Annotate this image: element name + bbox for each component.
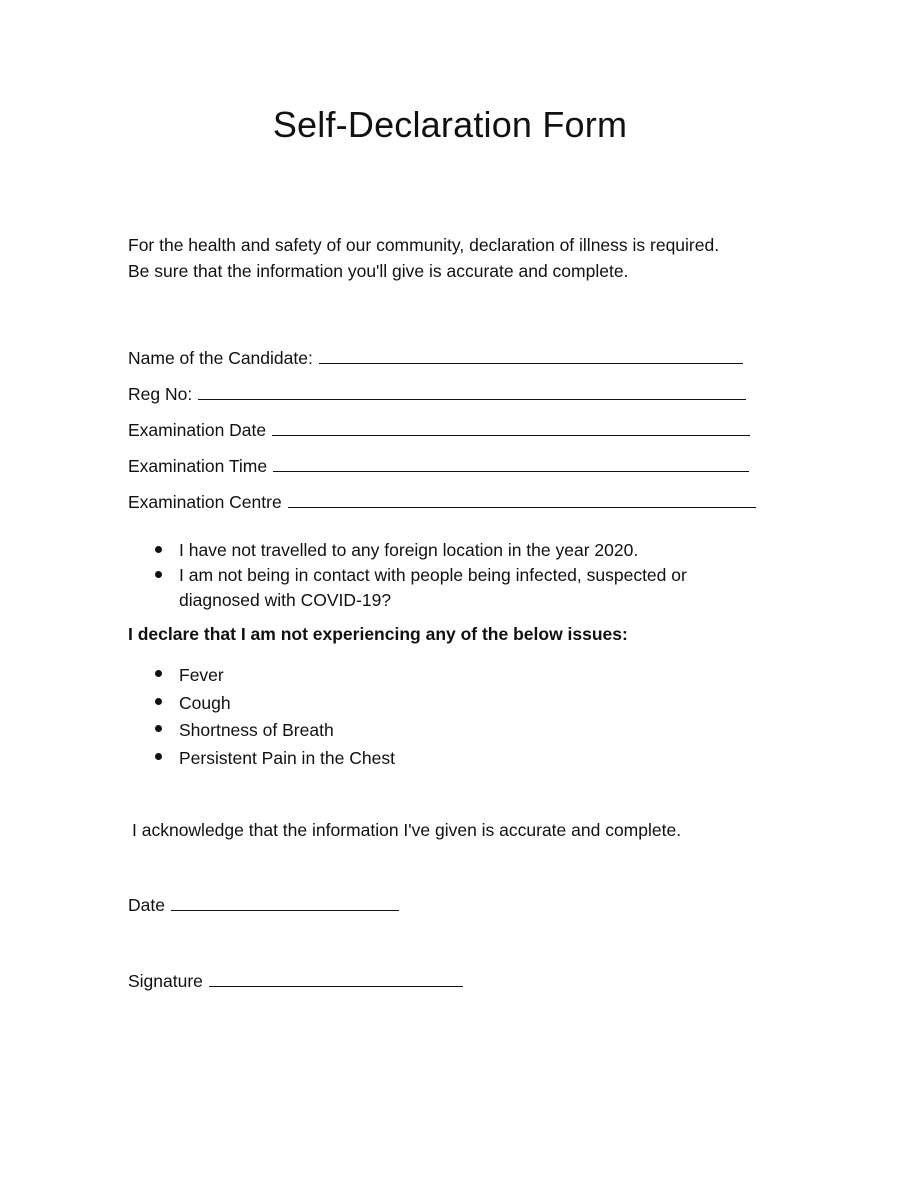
date-field[interactable] — [128, 895, 399, 916]
blank-line[interactable] — [198, 398, 746, 400]
field-label: Examination Centre — [128, 492, 282, 512]
reg-no-field[interactable] — [128, 369, 768, 405]
bullet-icon — [155, 546, 162, 553]
blank-line[interactable] — [171, 909, 399, 911]
list-item — [128, 690, 628, 718]
page-title: Self-Declaration Form — [272, 104, 628, 145]
bullet-icon — [155, 571, 162, 578]
candidate-fields — [128, 333, 768, 513]
field-label: Name of the Candidate: — [128, 348, 313, 368]
list-item — [128, 717, 628, 745]
blank-line[interactable] — [273, 470, 749, 472]
symptom-text: Fever — [179, 665, 224, 685]
list-item — [128, 662, 628, 690]
symptoms-list — [128, 662, 628, 772]
blank-line[interactable] — [319, 362, 743, 364]
field-label: Reg No: — [128, 384, 193, 404]
bullet-icon — [155, 725, 162, 732]
exam-centre-field[interactable] — [128, 477, 768, 513]
symptom-text: Persistent Pain in the Chest — [179, 747, 395, 768]
signature-field[interactable] — [128, 971, 463, 992]
field-label: Examination Time — [128, 456, 268, 476]
intro-line: Be sure that the information you'll give is accurate and complete. — [128, 261, 629, 281]
blank-line[interactable] — [288, 506, 756, 508]
intro-text — [128, 232, 788, 284]
field-label: Examination Date — [128, 420, 267, 440]
bullet-icon — [155, 698, 162, 705]
statement-text: I have not travelled to any foreign location in the year 2020. — [179, 540, 639, 560]
candidate-name-field[interactable] — [128, 333, 768, 369]
statement-text: I am not being in contact with people being infected, suspected or diagnosed with COVID-19? — [179, 565, 687, 610]
bullet-icon — [155, 753, 162, 760]
symptom-text: Cough — [179, 692, 231, 713]
list-item — [128, 563, 748, 613]
field-label: Signature — [128, 971, 203, 991]
statements-list — [128, 538, 748, 613]
symptom-text: Shortness of Breath — [179, 720, 334, 740]
acknowledgement-text: I acknowledge that the information I've given is accurate and complete. — [132, 820, 682, 840]
exam-time-field[interactable] — [128, 441, 768, 477]
list-item — [128, 538, 748, 563]
bullet-icon — [155, 670, 162, 677]
blank-line[interactable] — [272, 434, 750, 436]
blank-line[interactable] — [209, 985, 463, 987]
field-label: Date — [128, 895, 165, 915]
intro-line: For the health and safety of our community, declaration of illness is required. — [128, 235, 720, 255]
declaration-heading: I declare that I am not experiencing any of the below issues: — [128, 624, 628, 644]
exam-date-field[interactable] — [128, 405, 768, 441]
list-item — [128, 745, 628, 773]
